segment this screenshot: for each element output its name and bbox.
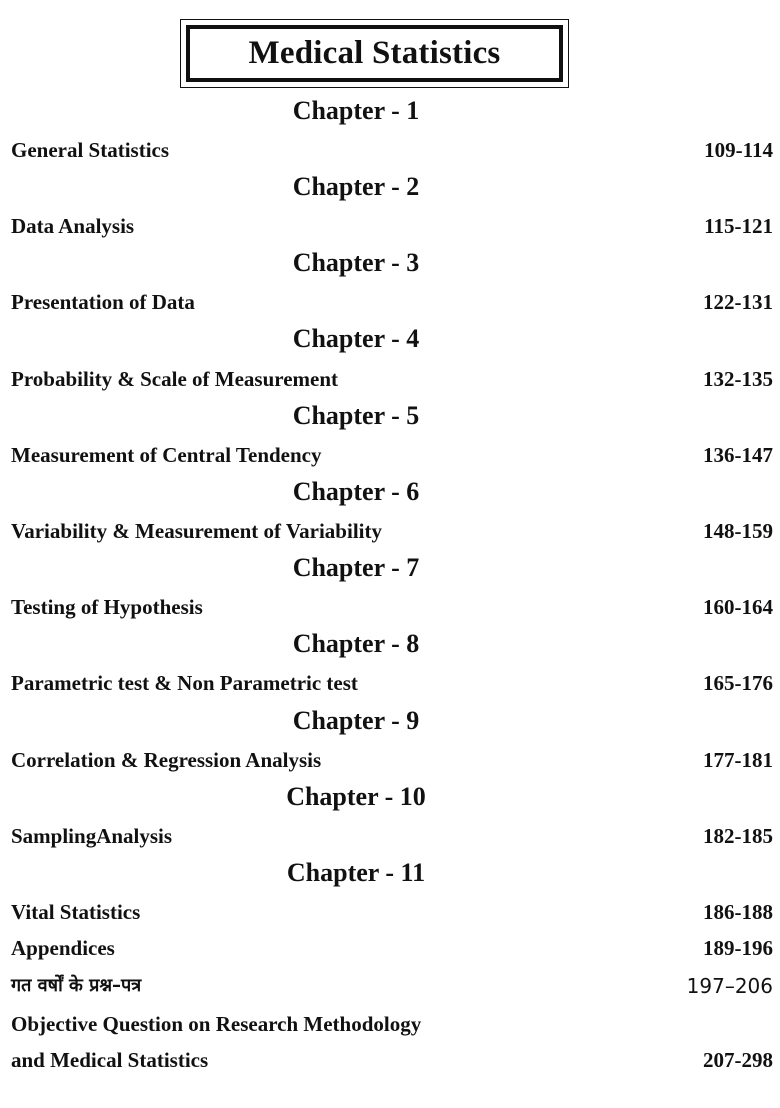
entry-pages: 109-114	[704, 138, 773, 162]
entry-pages: 186-188	[703, 900, 773, 924]
entry-title: Testing of Hypothesis	[11, 595, 203, 619]
entry-pages: 197–206	[686, 974, 773, 998]
entry-pages: 122-131	[703, 290, 773, 314]
entry-pages: 165-176	[703, 671, 773, 695]
entry-title: Measurement of Central Tendency	[11, 443, 322, 467]
toc-entry-appendices[interactable]	[11, 935, 773, 961]
entry-pages: 207-298	[703, 1048, 773, 1072]
toc-entry-probability[interactable]	[11, 366, 773, 392]
chapter-heading-6: Chapter - 6	[292, 477, 420, 506]
toc-entry-vital-statistics[interactable]	[11, 899, 773, 925]
objective-title-line1: Objective Question on Research Methodology	[11, 1012, 422, 1036]
entry-pages: 115-121	[704, 214, 773, 238]
entry-title: Variability & Measurement of Variability	[11, 519, 382, 543]
entry-pages: 182-185	[703, 824, 773, 848]
entry-pages: 148-159	[703, 519, 773, 543]
entry-pages: 160-164	[703, 595, 773, 619]
entry-title: Probability & Scale of Measurement	[11, 367, 339, 391]
toc-entry-data-analysis[interactable]	[11, 213, 773, 239]
entry-title: SamplingAnalysis	[11, 824, 173, 848]
entry-title: Data Analysis	[11, 214, 135, 238]
toc-entry-objective-questions[interactable]	[11, 1047, 773, 1073]
entry-pages: 177-181	[703, 748, 773, 772]
chapter-heading-3: Chapter - 3	[292, 248, 420, 277]
chapter-heading-5: Chapter - 5	[292, 401, 420, 430]
toc-entry-previous-year-papers[interactable]	[11, 973, 773, 999]
chapter-heading-8: Chapter - 8	[292, 629, 420, 658]
toc-entry-parametric-test[interactable]	[11, 670, 773, 696]
entry-title: Presentation of Data	[11, 290, 195, 314]
chapter-heading-9: Chapter - 9	[292, 706, 420, 735]
entry-title: Vital Statistics	[11, 900, 141, 924]
chapter-heading-10: Chapter - 10	[286, 782, 426, 811]
chapter-heading-11: Chapter - 11	[286, 858, 426, 887]
entry-pages: 189-196	[703, 936, 773, 960]
entry-title: गत वर्षों के प्रश्न–पत्र	[11, 975, 142, 996]
chapter-heading-7: Chapter - 7	[292, 553, 420, 582]
toc-entry-general-statistics[interactable]	[11, 137, 773, 163]
toc-entry-testing-hypothesis[interactable]	[11, 594, 773, 620]
chapter-heading-2: Chapter - 2	[292, 172, 420, 201]
page-title: Medical Statistics	[248, 35, 501, 71]
entry-pages: 132-135	[703, 367, 773, 391]
toc-entry-central-tendency[interactable]	[11, 442, 773, 468]
entry-title: Appendices	[11, 936, 115, 960]
toc-entry-presentation-of-data[interactable]	[11, 289, 773, 315]
toc-entry-sampling-analysis[interactable]	[11, 823, 773, 849]
entry-pages: 136-147	[703, 443, 773, 467]
entry-title: General Statistics	[11, 138, 170, 162]
toc-entry-correlation-regression[interactable]	[11, 747, 773, 773]
chapter-heading-1: Chapter - 1	[292, 96, 420, 125]
entry-title: Parametric test & Non Parametric test	[11, 671, 358, 695]
toc-entry-variability[interactable]	[11, 518, 773, 544]
entry-title: Correlation & Regression Analysis	[11, 748, 322, 772]
entry-title: and Medical Statistics	[11, 1048, 209, 1072]
chapter-heading-4: Chapter - 4	[292, 324, 420, 353]
